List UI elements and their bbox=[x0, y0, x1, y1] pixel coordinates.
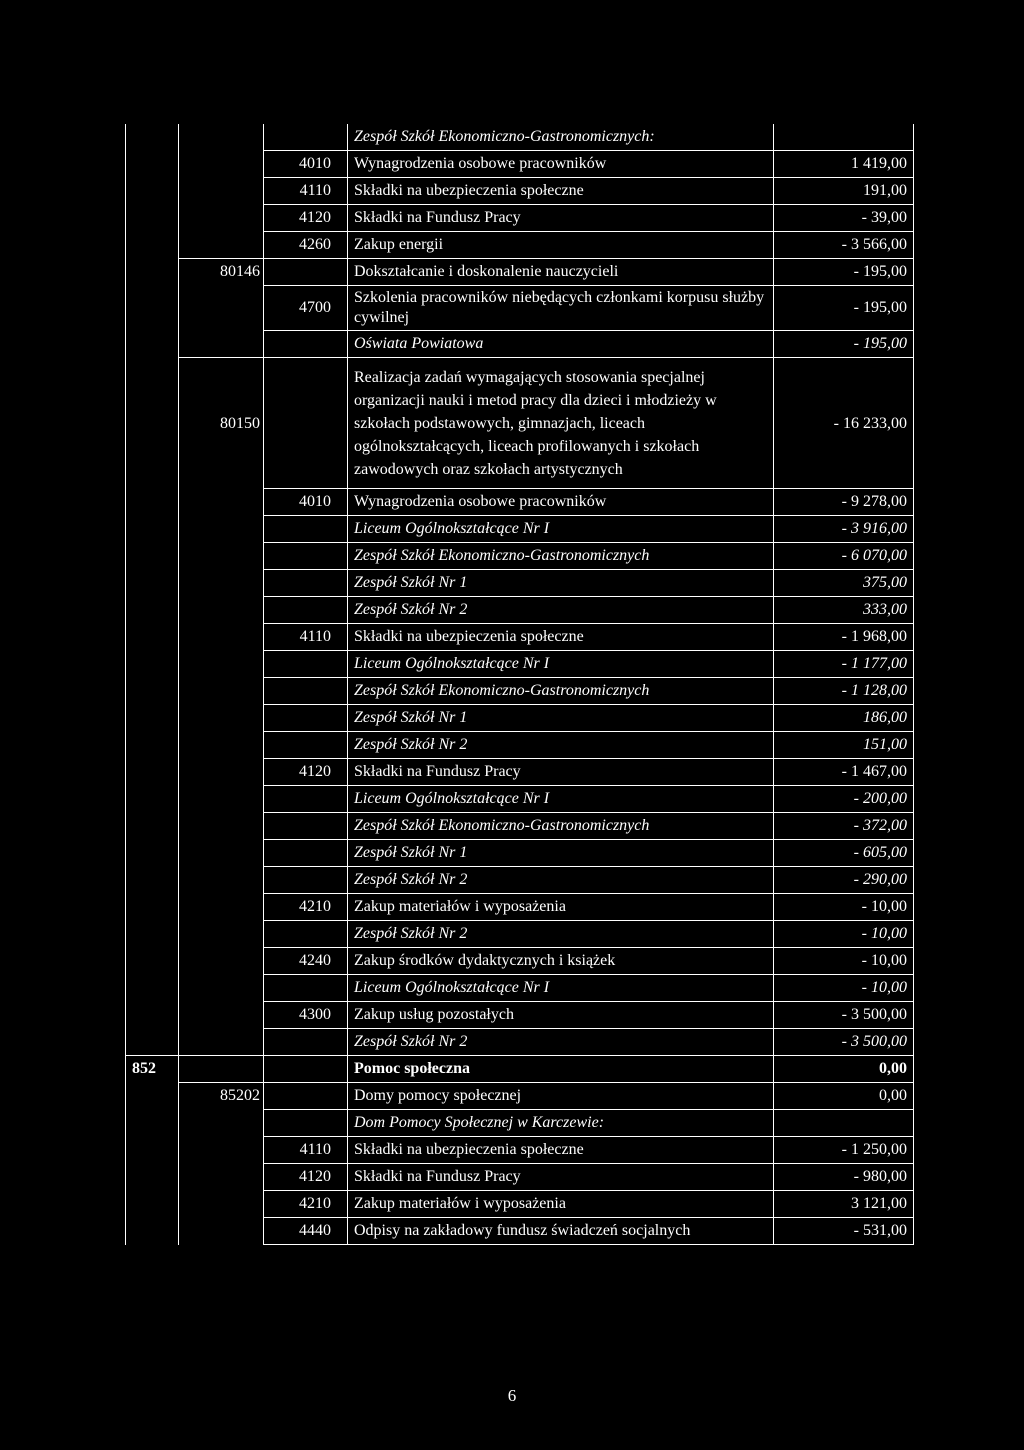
table-row bbox=[126, 178, 914, 205]
cell-c3: Składki na ubezpieczenia społeczne bbox=[348, 624, 774, 651]
table-row bbox=[126, 232, 914, 259]
table-row bbox=[126, 1191, 914, 1218]
cell-c4: 3 121,00 bbox=[774, 1191, 914, 1218]
cell-c3: Zespół Szkół Nr 1 bbox=[348, 570, 774, 597]
cell-c4: 333,00 bbox=[774, 597, 914, 624]
cell-c4: - 16 233,00 bbox=[774, 358, 914, 489]
cell-c0 bbox=[126, 624, 179, 651]
cell-c4: 375,00 bbox=[774, 570, 914, 597]
cell-c2 bbox=[264, 358, 348, 489]
cell-c3: Liceum Ogólnokształcące Nr I bbox=[348, 651, 774, 678]
cell-c1 bbox=[179, 232, 264, 259]
cell-c0 bbox=[126, 678, 179, 705]
cell-c0 bbox=[126, 948, 179, 975]
cell-c1 bbox=[179, 1110, 264, 1137]
cell-c3: Zespół Szkół Ekonomiczno-Gastronomicznych: bbox=[348, 124, 774, 151]
cell-c0 bbox=[126, 1002, 179, 1029]
cell-c0 bbox=[126, 331, 179, 358]
cell-c1 bbox=[179, 867, 264, 894]
cell-c1 bbox=[179, 813, 264, 840]
cell-c1 bbox=[179, 178, 264, 205]
cell-c3: Dokształcanie i doskonalenie nauczycieli bbox=[348, 259, 774, 286]
cell-c3: Zakup usług pozostałych bbox=[348, 1002, 774, 1029]
table-row bbox=[126, 1110, 914, 1137]
cell-c0 bbox=[126, 570, 179, 597]
cell-c3: Zespół Szkół Ekonomiczno-Gastronomicznych bbox=[348, 543, 774, 570]
cell-c4: - 195,00 bbox=[774, 286, 914, 331]
cell-c0 bbox=[126, 1110, 179, 1137]
cell-c3: Zespół Szkół Nr 1 bbox=[348, 840, 774, 867]
cell-c0 bbox=[126, 286, 179, 331]
cell-c2 bbox=[264, 331, 348, 358]
table-row bbox=[126, 516, 914, 543]
table-row bbox=[126, 705, 914, 732]
cell-c2: 4210 bbox=[264, 894, 348, 921]
cell-c2 bbox=[264, 678, 348, 705]
table-row bbox=[126, 732, 914, 759]
cell-c4: - 3 566,00 bbox=[774, 232, 914, 259]
cell-c4: 186,00 bbox=[774, 705, 914, 732]
page-number: 6 bbox=[507, 1386, 517, 1405]
cell-c1 bbox=[179, 1056, 264, 1083]
cell-c3: Zespół Szkół Nr 1 bbox=[348, 705, 774, 732]
cell-c0 bbox=[126, 489, 179, 516]
cell-c1 bbox=[179, 651, 264, 678]
cell-c0: 852 bbox=[126, 1056, 179, 1083]
cell-c3: Realizacja zadań wymagających stosowania specjalnej organizacji nauki i metod pracy dla dzieci i młodzieży w szkołach podstawowych, gimnazjach, liceach ogólnokształcących, liceach profilowanych i szkołach zawodowych oraz szkołach artystycznych bbox=[348, 358, 774, 489]
cell-c3: Zespół Szkół Nr 2 bbox=[348, 867, 774, 894]
cell-c0 bbox=[126, 516, 179, 543]
table-row bbox=[126, 1137, 914, 1164]
cell-c0 bbox=[126, 786, 179, 813]
cell-c2 bbox=[264, 813, 348, 840]
cell-c4: - 195,00 bbox=[774, 259, 914, 286]
cell-c4: - 10,00 bbox=[774, 948, 914, 975]
table-row bbox=[126, 1002, 914, 1029]
cell-c1 bbox=[179, 624, 264, 651]
cell-c2 bbox=[264, 732, 348, 759]
cell-c2 bbox=[264, 975, 348, 1002]
cell-c4: 1 419,00 bbox=[774, 151, 914, 178]
cell-c3: Zakup środków dydaktycznych i książek bbox=[348, 948, 774, 975]
table-row bbox=[126, 975, 914, 1002]
cell-c4: - 605,00 bbox=[774, 840, 914, 867]
cell-c1 bbox=[179, 705, 264, 732]
cell-c1 bbox=[179, 543, 264, 570]
cell-c1 bbox=[179, 921, 264, 948]
cell-c0 bbox=[126, 178, 179, 205]
cell-c2: 4300 bbox=[264, 1002, 348, 1029]
cell-c1 bbox=[179, 894, 264, 921]
cell-c2 bbox=[264, 867, 348, 894]
cell-c0 bbox=[126, 205, 179, 232]
cell-c1 bbox=[179, 948, 264, 975]
cell-c1 bbox=[179, 975, 264, 1002]
cell-c2 bbox=[264, 124, 348, 151]
cell-c2: 4440 bbox=[264, 1218, 348, 1245]
table-row bbox=[126, 1083, 914, 1110]
cell-c2: 4010 bbox=[264, 489, 348, 516]
cell-c4: - 980,00 bbox=[774, 1164, 914, 1191]
cell-c1 bbox=[179, 1029, 264, 1056]
cell-c0 bbox=[126, 759, 179, 786]
cell-c1 bbox=[179, 151, 264, 178]
table-row bbox=[126, 921, 914, 948]
cell-c1 bbox=[179, 205, 264, 232]
cell-c4: - 1 128,00 bbox=[774, 678, 914, 705]
cell-c2 bbox=[264, 543, 348, 570]
cell-c4: - 39,00 bbox=[774, 205, 914, 232]
cell-c3: Pomoc społeczna bbox=[348, 1056, 774, 1083]
cell-c2: 4120 bbox=[264, 1164, 348, 1191]
cell-c1 bbox=[179, 331, 264, 358]
cell-c3: Wynagrodzenia osobowe pracowników bbox=[348, 489, 774, 516]
cell-c2 bbox=[264, 516, 348, 543]
cell-c2: 4210 bbox=[264, 1191, 348, 1218]
table-row bbox=[126, 840, 914, 867]
table-row bbox=[126, 894, 914, 921]
cell-c1 bbox=[179, 786, 264, 813]
cell-c4: 151,00 bbox=[774, 732, 914, 759]
cell-c4: - 195,00 bbox=[774, 331, 914, 358]
cell-c3: Liceum Ogólnokształcące Nr I bbox=[348, 975, 774, 1002]
cell-c3: Odpisy na zakładowy fundusz świadczeń socjalnych bbox=[348, 1218, 774, 1245]
cell-c1 bbox=[179, 732, 264, 759]
table-row bbox=[126, 543, 914, 570]
cell-c3: Zespół Szkół Ekonomiczno-Gastronomicznych bbox=[348, 813, 774, 840]
cell-c0 bbox=[126, 1191, 179, 1218]
cell-c2: 4110 bbox=[264, 1137, 348, 1164]
table-row bbox=[126, 948, 914, 975]
table-row bbox=[126, 489, 914, 516]
table-row bbox=[126, 570, 914, 597]
cell-c2: 4700 bbox=[264, 286, 348, 331]
cell-c0 bbox=[126, 151, 179, 178]
cell-c2 bbox=[264, 786, 348, 813]
cell-c2 bbox=[264, 921, 348, 948]
cell-c0 bbox=[126, 1029, 179, 1056]
cell-c1 bbox=[179, 678, 264, 705]
cell-c0 bbox=[126, 867, 179, 894]
cell-c4: - 3 500,00 bbox=[774, 1002, 914, 1029]
cell-c4: - 3 500,00 bbox=[774, 1029, 914, 1056]
cell-c2: 4110 bbox=[264, 624, 348, 651]
cell-c3: Zespół Szkół Nr 2 bbox=[348, 921, 774, 948]
cell-c3: Dom Pomocy Społecznej w Karczewie: bbox=[348, 1110, 774, 1137]
cell-c3: Zespół Szkół Nr 2 bbox=[348, 597, 774, 624]
cell-c3: Zakup energii bbox=[348, 232, 774, 259]
cell-c2 bbox=[264, 1083, 348, 1110]
table-row bbox=[126, 624, 914, 651]
cell-c3: Wynagrodzenia osobowe pracowników bbox=[348, 151, 774, 178]
cell-c1 bbox=[179, 124, 264, 151]
cell-c3: Składki na Fundusz Pracy bbox=[348, 205, 774, 232]
cell-c3: Składki na ubezpieczenia społeczne bbox=[348, 1137, 774, 1164]
cell-c1 bbox=[179, 286, 264, 331]
cell-c2 bbox=[264, 1110, 348, 1137]
cell-c4 bbox=[774, 1110, 914, 1137]
cell-c1 bbox=[179, 597, 264, 624]
cell-c2: 4120 bbox=[264, 205, 348, 232]
table-row bbox=[126, 358, 914, 489]
cell-c0 bbox=[126, 732, 179, 759]
cell-c2 bbox=[264, 597, 348, 624]
cell-c0 bbox=[126, 259, 179, 286]
cell-c1 bbox=[179, 759, 264, 786]
table-row bbox=[126, 331, 914, 358]
cell-c3: Zespół Szkół Ekonomiczno-Gastronomicznych bbox=[348, 678, 774, 705]
cell-c1 bbox=[179, 1002, 264, 1029]
cell-c1 bbox=[179, 840, 264, 867]
cell-c4: - 10,00 bbox=[774, 894, 914, 921]
cell-c0 bbox=[126, 1218, 179, 1245]
cell-c1: 80150 bbox=[179, 358, 264, 489]
cell-c1: 80146 bbox=[179, 259, 264, 286]
cell-c3: Liceum Ogólnokształcące Nr I bbox=[348, 786, 774, 813]
table-row bbox=[126, 286, 914, 331]
table-row bbox=[126, 786, 914, 813]
cell-c2 bbox=[264, 259, 348, 286]
cell-c4: - 531,00 bbox=[774, 1218, 914, 1245]
cell-c4: 0,00 bbox=[774, 1056, 914, 1083]
cell-c1 bbox=[179, 1164, 264, 1191]
cell-c4: 191,00 bbox=[774, 178, 914, 205]
cell-c4: - 10,00 bbox=[774, 975, 914, 1002]
cell-c2: 4110 bbox=[264, 178, 348, 205]
cell-c2 bbox=[264, 1029, 348, 1056]
cell-c3: Liceum Ogólnokształcące Nr I bbox=[348, 516, 774, 543]
cell-c0 bbox=[126, 894, 179, 921]
cell-c4: - 1 177,00 bbox=[774, 651, 914, 678]
cell-c2: 4260 bbox=[264, 232, 348, 259]
cell-c0 bbox=[126, 705, 179, 732]
cell-c3: Szkolenia pracowników niebędących członkami korpusu służby cywilnej bbox=[348, 286, 774, 331]
cell-c1 bbox=[179, 1191, 264, 1218]
cell-c0 bbox=[126, 975, 179, 1002]
cell-c1 bbox=[179, 570, 264, 597]
table-row bbox=[126, 259, 914, 286]
cell-c0 bbox=[126, 232, 179, 259]
table-row bbox=[126, 124, 914, 151]
cell-c0 bbox=[126, 1083, 179, 1110]
cell-c4: - 9 278,00 bbox=[774, 489, 914, 516]
cell-c3: Zespół Szkół Nr 2 bbox=[348, 1029, 774, 1056]
table-row bbox=[126, 205, 914, 232]
table-row bbox=[126, 1029, 914, 1056]
cell-c2 bbox=[264, 651, 348, 678]
table-row bbox=[126, 867, 914, 894]
cell-c2 bbox=[264, 1056, 348, 1083]
cell-c1 bbox=[179, 489, 264, 516]
cell-c4: - 1 968,00 bbox=[774, 624, 914, 651]
cell-c3: Składki na Fundusz Pracy bbox=[348, 1164, 774, 1191]
table-row bbox=[126, 678, 914, 705]
cell-c2: 4240 bbox=[264, 948, 348, 975]
cell-c3: Zakup materiałów i wyposażenia bbox=[348, 1191, 774, 1218]
cell-c4: - 1 467,00 bbox=[774, 759, 914, 786]
cell-c3: Zespół Szkół Nr 2 bbox=[348, 732, 774, 759]
cell-c0 bbox=[126, 597, 179, 624]
cell-c3: Składki na Fundusz Pracy bbox=[348, 759, 774, 786]
cell-c4: - 10,00 bbox=[774, 921, 914, 948]
cell-c4: - 1 250,00 bbox=[774, 1137, 914, 1164]
table-row bbox=[126, 1164, 914, 1191]
cell-c0 bbox=[126, 840, 179, 867]
cell-c0 bbox=[126, 921, 179, 948]
cell-c4: - 200,00 bbox=[774, 786, 914, 813]
cell-c2: 4010 bbox=[264, 151, 348, 178]
table-row bbox=[126, 1056, 914, 1083]
cell-c2: 4120 bbox=[264, 759, 348, 786]
cell-c0 bbox=[126, 651, 179, 678]
cell-c1: 85202 bbox=[179, 1083, 264, 1110]
table-row bbox=[126, 651, 914, 678]
cell-c1 bbox=[179, 1218, 264, 1245]
cell-c1 bbox=[179, 1137, 264, 1164]
cell-c0 bbox=[126, 124, 179, 151]
cell-c4: 0,00 bbox=[774, 1083, 914, 1110]
cell-c3: Zakup materiałów i wyposażenia bbox=[348, 894, 774, 921]
cell-c2 bbox=[264, 840, 348, 867]
cell-c2 bbox=[264, 570, 348, 597]
cell-c0 bbox=[126, 358, 179, 489]
cell-c4: - 290,00 bbox=[774, 867, 914, 894]
table-row bbox=[126, 597, 914, 624]
cell-c4 bbox=[774, 124, 914, 151]
table-row bbox=[126, 813, 914, 840]
cell-c0 bbox=[126, 813, 179, 840]
cell-c4: - 3 916,00 bbox=[774, 516, 914, 543]
table-row bbox=[126, 151, 914, 178]
cell-c4: - 372,00 bbox=[774, 813, 914, 840]
budget-table bbox=[125, 124, 914, 1245]
cell-c0 bbox=[126, 1137, 179, 1164]
cell-c1 bbox=[179, 516, 264, 543]
table-row bbox=[126, 759, 914, 786]
cell-c0 bbox=[126, 1164, 179, 1191]
cell-c3: Domy pomocy społecznej bbox=[348, 1083, 774, 1110]
cell-c4: - 6 070,00 bbox=[774, 543, 914, 570]
cell-c3: Oświata Powiatowa bbox=[348, 331, 774, 358]
cell-c3: Składki na ubezpieczenia społeczne bbox=[348, 178, 774, 205]
cell-c0 bbox=[126, 543, 179, 570]
table-row bbox=[126, 1218, 914, 1245]
cell-c2 bbox=[264, 705, 348, 732]
